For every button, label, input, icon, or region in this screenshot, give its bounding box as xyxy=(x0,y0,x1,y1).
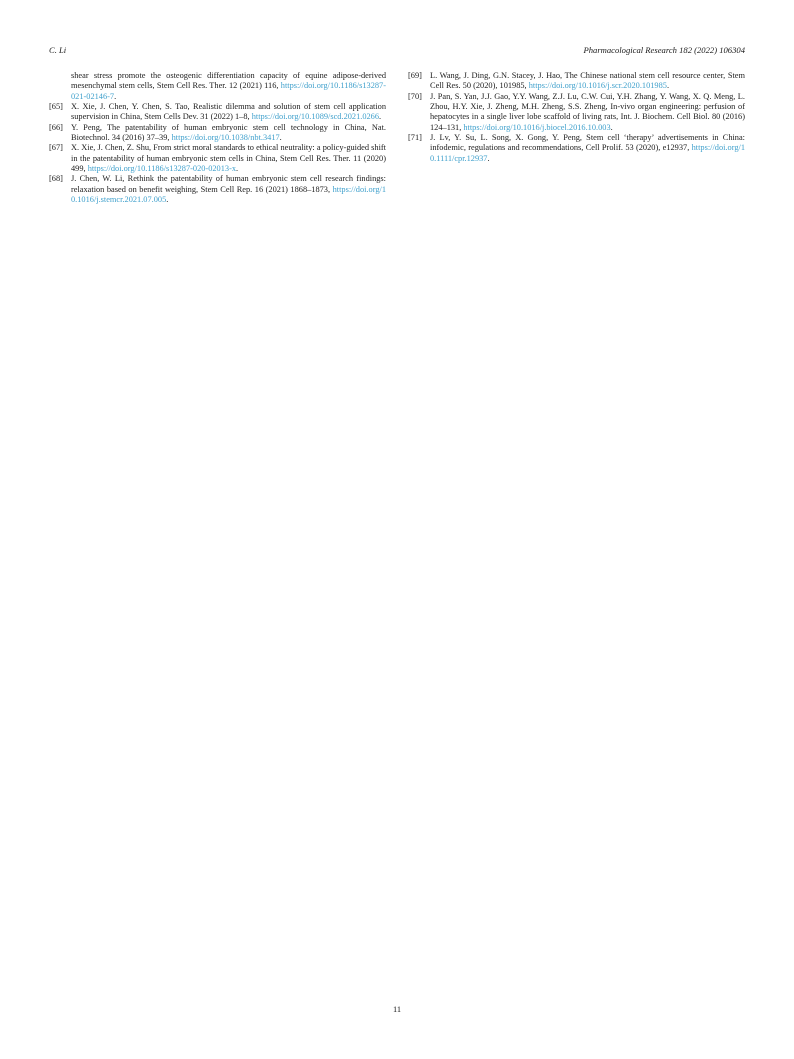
reference-item xyxy=(49,102,386,123)
reference-item xyxy=(49,174,386,205)
doi-link[interactable]: https://doi.org/10.1016/j.biocel.2016.10.003 xyxy=(463,122,611,132)
header-author: C. Li xyxy=(49,45,67,55)
reference-number: [65] xyxy=(49,102,63,112)
reference-text-segment: J. Pan, S. Yan, J.J. Gao, Y.Y. Wang, Z.J. Lu, C.W. Cui, Y.H. Zhang, Y. Wang, X. Q. Meng, L. Zhou, H.Y. Xie, J. Zheng, M.H. Zheng, S.S. Zheng, In-vivo organ engineering: perfusion of hepatocytes in a single liver lobe scaffold of living rats, Int. J. Biochem. Cell Biol. 80 (2016) 124–131, xyxy=(430,91,745,132)
reference-text xyxy=(71,123,386,142)
header-journal-citation: Pharmacological Research 182 (2022) 106304 xyxy=(583,45,745,55)
reference-text-segment: . xyxy=(114,91,117,101)
reference-text xyxy=(430,71,745,90)
reference-text-segment: . xyxy=(610,122,613,132)
reference-number: [70] xyxy=(408,91,422,101)
page-header xyxy=(49,45,745,55)
reference-item xyxy=(408,92,745,133)
reference-text-segment: . xyxy=(666,81,670,91)
reference-text-segment: . xyxy=(379,112,382,122)
reference-number: [71] xyxy=(408,133,422,143)
reference-text-segment: Y. Peng, The patentability of human embryonic stem cell technology in China, Nat. Biotechnol. 34 (2016) 37–39, xyxy=(71,122,386,143)
reference-item xyxy=(49,143,386,174)
reference-text-segment: X. Xie, J. Chen, Z. Shu, From strict moral standards to ethical neutrality: a policy-guided shift in the patentability of human embryonic stem cells in China, Stem Cell Res. Ther. 11 (2020) 499, xyxy=(71,143,386,174)
page-number: 11 xyxy=(392,1005,402,1014)
reference-text xyxy=(71,71,386,101)
reference-text-segment: shear stress promote the osteogenic differentiation capacity of equine adipose-derived mesenchymal stem cells, Stem Cell Res. Ther. 12 (2021) 116, xyxy=(71,71,386,91)
doi-link[interactable]: https://doi.org/10.1186/s13287-020-02013-x xyxy=(87,164,237,174)
reference-text xyxy=(71,102,386,121)
reference-text-segment: . xyxy=(487,153,490,163)
reference-text-segment: . xyxy=(166,195,169,205)
reference-item xyxy=(408,133,745,164)
reference-text-segment: . xyxy=(279,133,282,143)
reference-text-segment: . xyxy=(236,164,239,174)
references-column-left xyxy=(49,71,386,205)
reference-item xyxy=(408,71,745,92)
reference-text xyxy=(430,133,745,163)
doi-link[interactable]: https://doi.org/10.1089/scd.2021.0266 xyxy=(251,112,380,122)
reference-item xyxy=(49,123,386,144)
doi-link[interactable]: https://doi.org/10.1038/nbt.3417 xyxy=(171,133,280,143)
reference-number: [66] xyxy=(49,122,63,132)
references-column-right xyxy=(408,71,745,205)
references-section xyxy=(49,71,745,205)
reference-number: [67] xyxy=(49,143,63,153)
doi-link[interactable]: https://doi.org/10.1016/j.stemcr.2021.07.005 xyxy=(71,184,386,205)
doi-link[interactable]: https://doi.org/10.1111/cpr.12937 xyxy=(430,143,745,163)
reference-text-segment: J. Lv, Y. Su, L. Song, X. Gong, Y. Peng, Stem cell ‘therapy’ advertisements in China: infodemic, regulations and recommendations, Cell Prolif. 53 (2020), e12937, xyxy=(430,133,745,153)
reference-text-segment: L. Wang, J. Ding, G.N. Stacey, J. Hao, The Chinese national stem cell resource center, Stem Cell Res. 50 (2020), 101985, xyxy=(430,71,745,91)
reference-text-segment: X. Xie, J. Chen, Y. Chen, S. Tao, Realistic dilemma and solution of stem cell application supervision in China, Stem Cells Dev. 31 (2022) 1–8, xyxy=(71,102,386,122)
reference-text xyxy=(71,143,386,173)
doi-link[interactable]: https://doi.org/10.1186/s13287-021-02146-7 xyxy=(71,81,386,101)
reference-text-segment: J. Chen, W. Li, Rethink the patentability of human embryonic stem cell research findings: relaxation based on benefit weighing, Stem Cell Rep. 16 (2021) 1868–1873, xyxy=(71,174,386,194)
reference-item xyxy=(49,71,386,102)
reference-text xyxy=(430,92,745,132)
doi-link[interactable]: https://doi.org/10.1016/j.scr.2020.101985 xyxy=(528,81,667,91)
reference-text xyxy=(71,174,386,204)
reference-number: [68] xyxy=(49,174,63,184)
reference-number: [69] xyxy=(408,71,422,80)
